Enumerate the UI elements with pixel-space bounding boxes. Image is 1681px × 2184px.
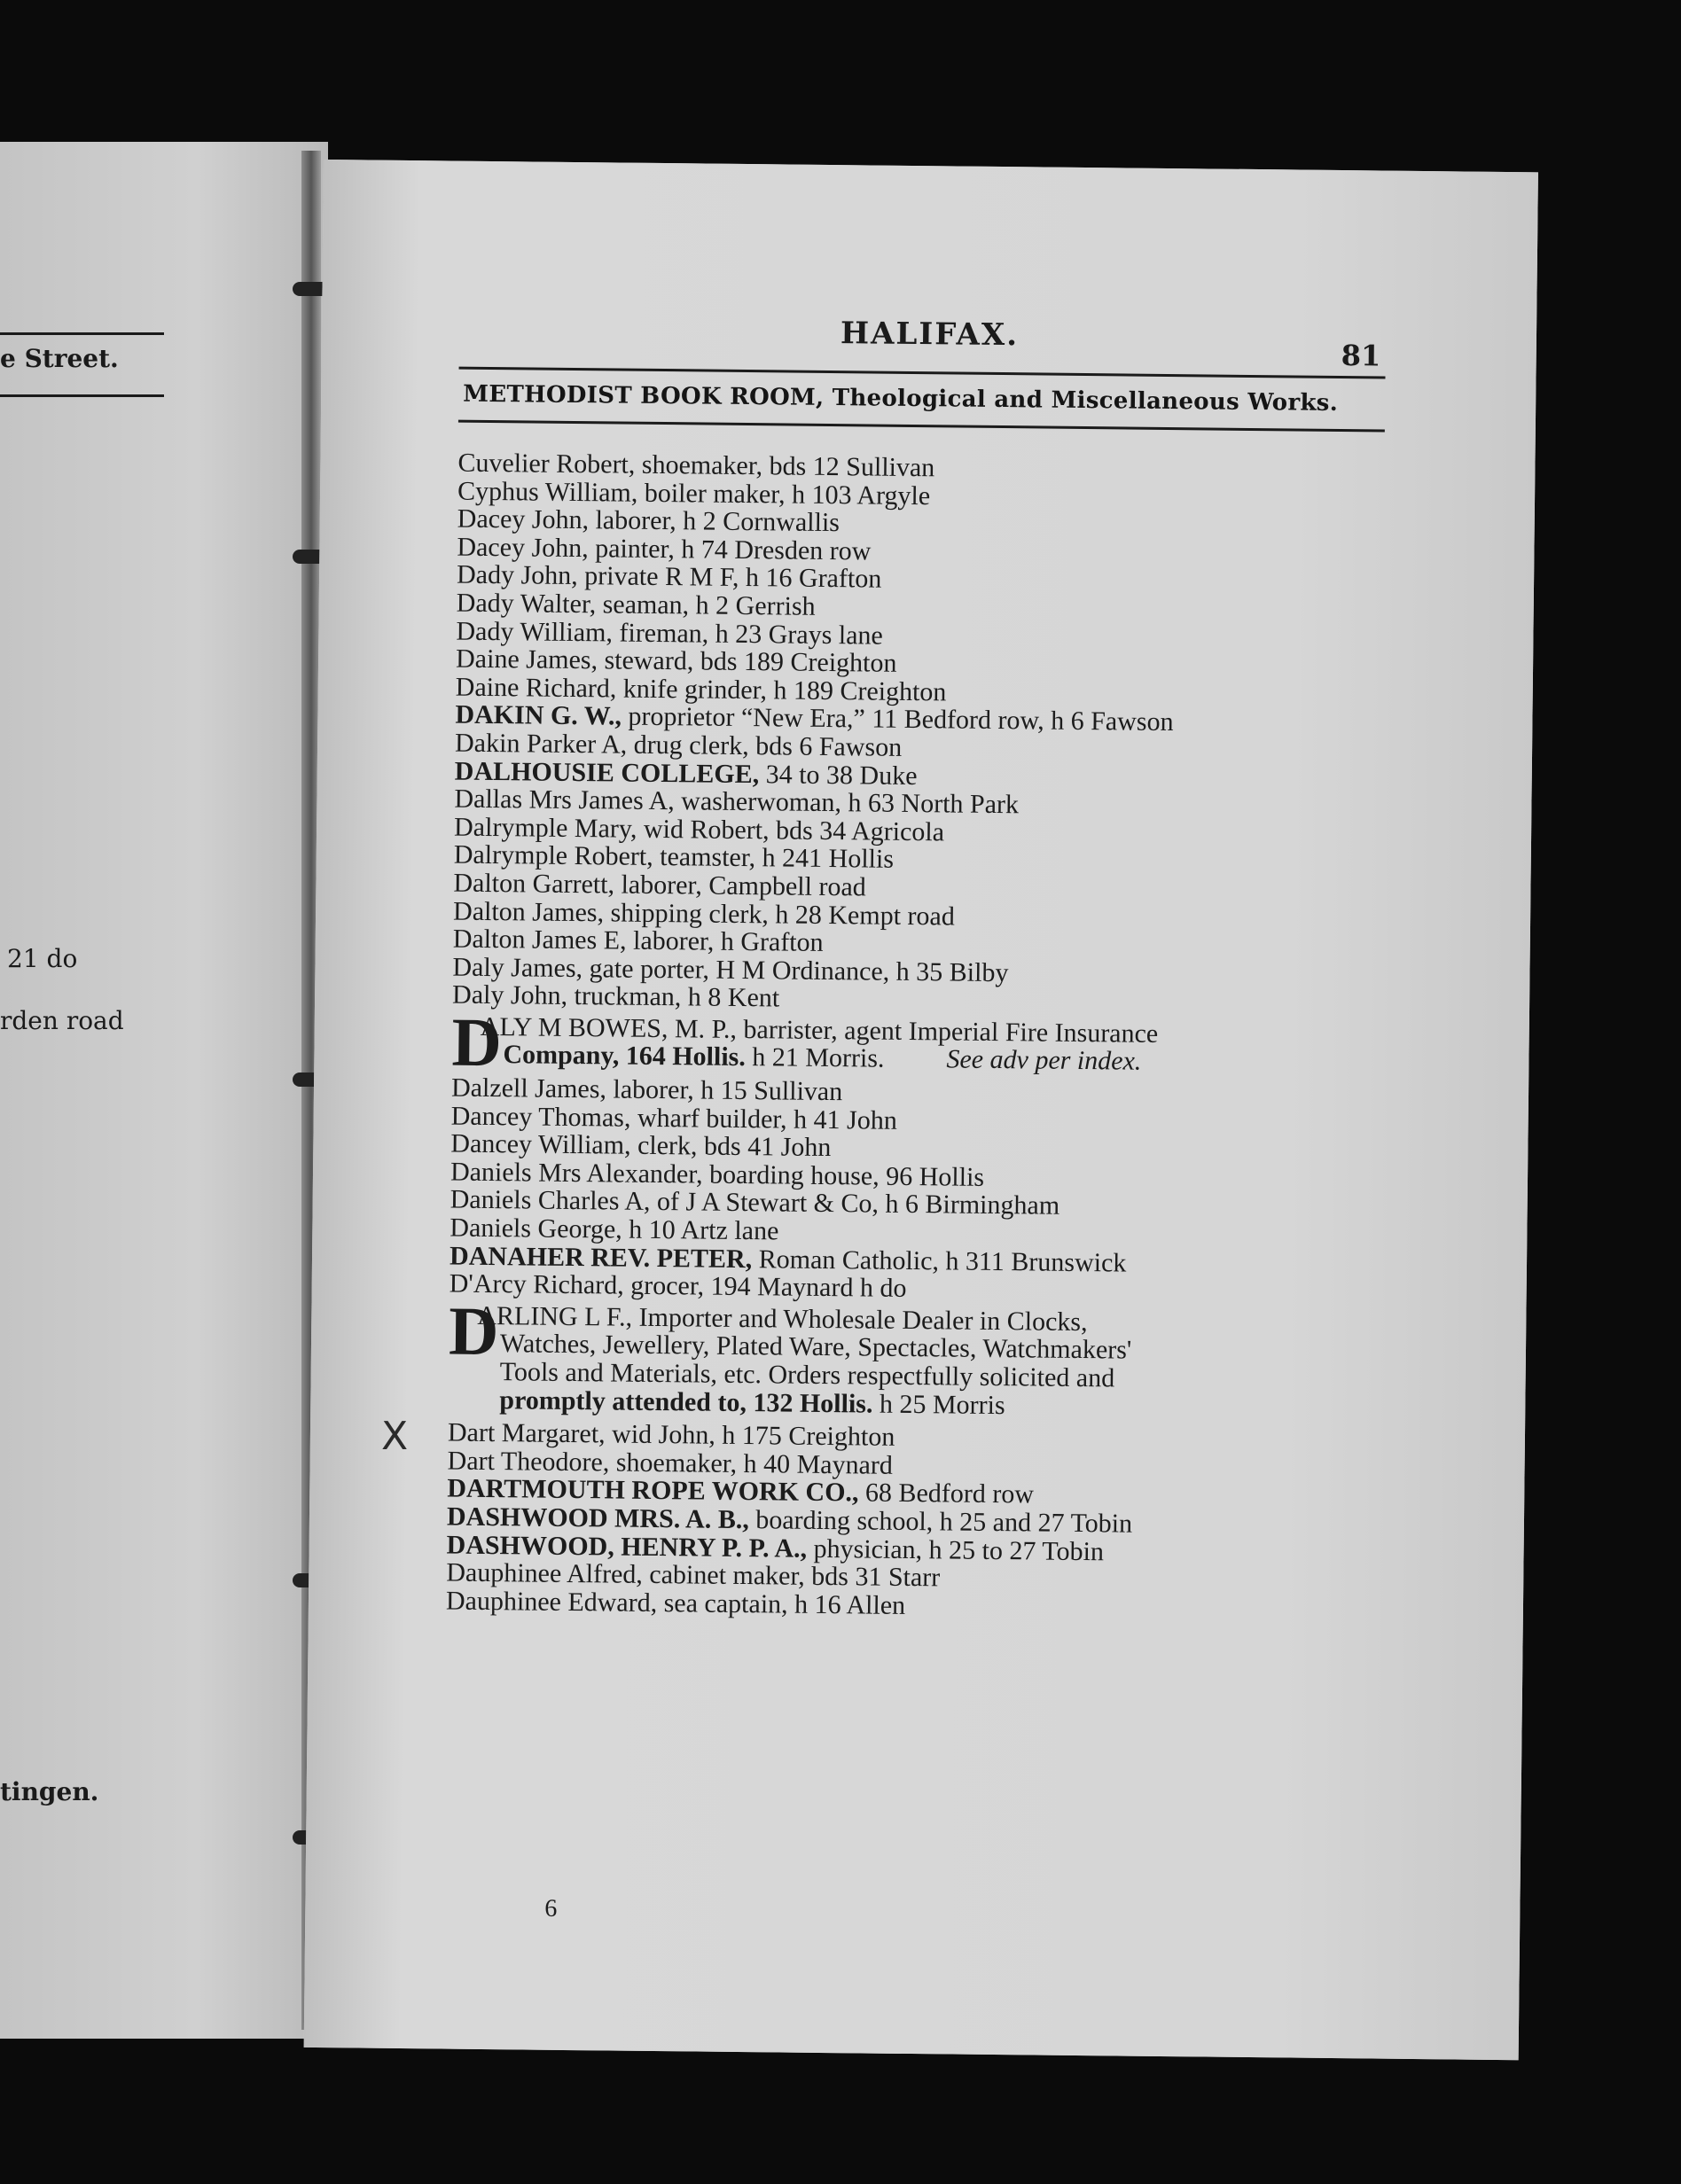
- directory-page: [304, 160, 1538, 2060]
- directory-entry: Daniels Charles A, of J A Stewart & Co, h 6 Birmingham: [450, 1184, 1060, 1221]
- left-page-rule-bottom: [0, 394, 164, 397]
- directory-entry: Dalton James E, laborer, h Grafton: [452, 924, 824, 958]
- directory-entry: Dart Theodore, shoemaker, h 40 Maynard: [447, 1446, 894, 1480]
- directory-entry: Dauphinee Edward, sea captain, h 16 Allen: [445, 1586, 906, 1620]
- directory-entry: Daine James, steward, bds 189 Creighton: [455, 644, 897, 678]
- directory-entry: Dady Walter, seaman, h 2 Gerrish: [456, 588, 816, 621]
- directory-entry: Dallas Mrs James A, washerwoman, h 63 North Park: [454, 784, 1020, 820]
- display-entry-line: Tools and Materials, etc. Orders respectfully solicited and: [499, 1357, 1115, 1393]
- directory-entry: Dalrymple Mary, wid Robert, bds 34 Agricola: [453, 812, 945, 847]
- directory-entry: Daniels Mrs Alexander, boarding house, 96 Hollis: [450, 1157, 985, 1192]
- display-entry-line: ALY M BOWES, M. P., barrister, agent Imperial Fire Insurance: [480, 1011, 1159, 1049]
- entry-name-bold: DANAHER REV. PETER,: [449, 1241, 753, 1274]
- display-entry-text: h 25 Morris: [872, 1389, 1005, 1420]
- entry-name-bold: DALHOUSIE COLLEGE,: [454, 756, 760, 789]
- directory-entry: Daine Richard, knife grinder, h 189 Creighton: [455, 672, 947, 707]
- directory-entry: Daniels George, h 10 Artz lane: [450, 1213, 779, 1246]
- directory-entry: Cyphus William, boiler maker, h 103 Argyle: [457, 476, 931, 511]
- page-number: 81: [1341, 339, 1381, 373]
- banner-bold-text: METHODIST BOOK ROOM,: [463, 380, 825, 411]
- header-rule-bottom: [458, 420, 1385, 433]
- directory-entry: Dancey Thomas, wharf builder, h 41 John: [450, 1101, 897, 1135]
- directory-entry: Dady John, private R M F, h 16 Grafton: [456, 559, 882, 594]
- display-entry-line: Watches, Jewellery, Plated Ware, Spectacles, Watchmakers': [499, 1329, 1132, 1366]
- entry-name-bold: DASHWOOD, HENRY P. P. A.,: [446, 1530, 808, 1564]
- display-entry-bold: Company, 164 Hollis.: [503, 1040, 746, 1072]
- directory-entry: Dacey John, painter, h 74 Dresden row: [457, 532, 872, 566]
- directory-entry: Dalzell James, laborer, h 15 Sullivan: [450, 1072, 843, 1107]
- display-entry-darling: [448, 1291, 1388, 1423]
- left-page-street-label: e Street.: [0, 344, 119, 373]
- banner-text: Theological and Miscellaneous Works.: [832, 385, 1339, 417]
- handwritten-x-mark: X: [381, 1414, 409, 1459]
- display-entry-bold: promptly attended to, 132 Hollis.: [499, 1384, 873, 1419]
- entry-details: boarding school, h 25 and 27 Tobin: [748, 1505, 1133, 1539]
- entry-name-bold: DAKIN G. W.,: [455, 699, 622, 731]
- left-page-rule-top: [0, 332, 164, 335]
- directory-entry: Dalton James, shipping clerk, h 28 Kempt road: [452, 896, 956, 932]
- directory-entry: Daly John, truckman, h 8 Kent: [451, 979, 780, 1013]
- directory-entry: Daly James, gate porter, H M Ordinance, h 35 Bilby: [452, 952, 1009, 987]
- entry-details: physician, h 25 to 27 Tobin: [806, 1533, 1105, 1566]
- entry-details: 68 Bedford row: [858, 1478, 1035, 1509]
- left-page-fragment: 21 do: [7, 944, 78, 973]
- left-page: [0, 142, 328, 2039]
- directory-entry: D'Arcy Richard, grocer, 194 Maynard h do: [449, 1268, 907, 1304]
- header-rule-top: [459, 367, 1386, 379]
- directory-entry: Dalrymple Robert, teamster, h 241 Hollis: [453, 839, 895, 875]
- directory-entry: Dauphinee Alfred, cabinet maker, bds 31 Starr: [446, 1557, 941, 1593]
- directory-entry: Dancey William, clerk, bds 41 John: [450, 1128, 832, 1163]
- entry-details: proprietor “New Era,” 11 Bedford row, h 6 Fawson: [621, 701, 1174, 737]
- directory-entry: Dalton Garrett, laborer, Campbell road: [453, 868, 866, 902]
- display-entry-line: ARLING L F., Importer and Wholesale Dealer in Clocks,: [477, 1300, 1088, 1337]
- display-entry-text: h 21 Morris.: [745, 1042, 885, 1074]
- directory-entry: Dady William, fireman, h 23 Grays lane: [456, 616, 884, 651]
- signature-mark: 6: [544, 1894, 558, 1923]
- directory-entry: Dacey John, laborer, h 2 Cornwallis: [457, 503, 840, 538]
- advertising-banner: [463, 381, 1338, 417]
- directory-entry: Cuvelier Robert, shoemaker, bds 12 Sullivan: [457, 448, 935, 483]
- entry-name-bold: DARTMOUTH ROPE WORK CO.,: [447, 1473, 859, 1508]
- left-page-fragment: rden road: [0, 1006, 124, 1035]
- display-entry-daly-bowes: [451, 1002, 1392, 1081]
- entry-details: Roman Catholic, h 311 Brunswick: [752, 1244, 1127, 1278]
- drop-cap: D: [451, 1002, 503, 1081]
- see-adv-note: See adv per index.: [946, 1044, 1142, 1077]
- drop-cap: D: [448, 1291, 499, 1369]
- entry-details: 34 to 38 Duke: [759, 759, 918, 791]
- directory-entry: Dart Margaret, wid John, h 175 Creighton: [447, 1417, 895, 1453]
- left-page-fragment: tingen.: [0, 1777, 99, 1806]
- entry-name-bold: DASHWOOD MRS. A. B.,: [446, 1502, 750, 1535]
- running-head-city: HALIFAX.: [840, 316, 1020, 354]
- directory-entry: Dakin Parker A, drug clerk, bds 6 Fawson: [454, 728, 903, 762]
- directory-entries: [446, 449, 1398, 1625]
